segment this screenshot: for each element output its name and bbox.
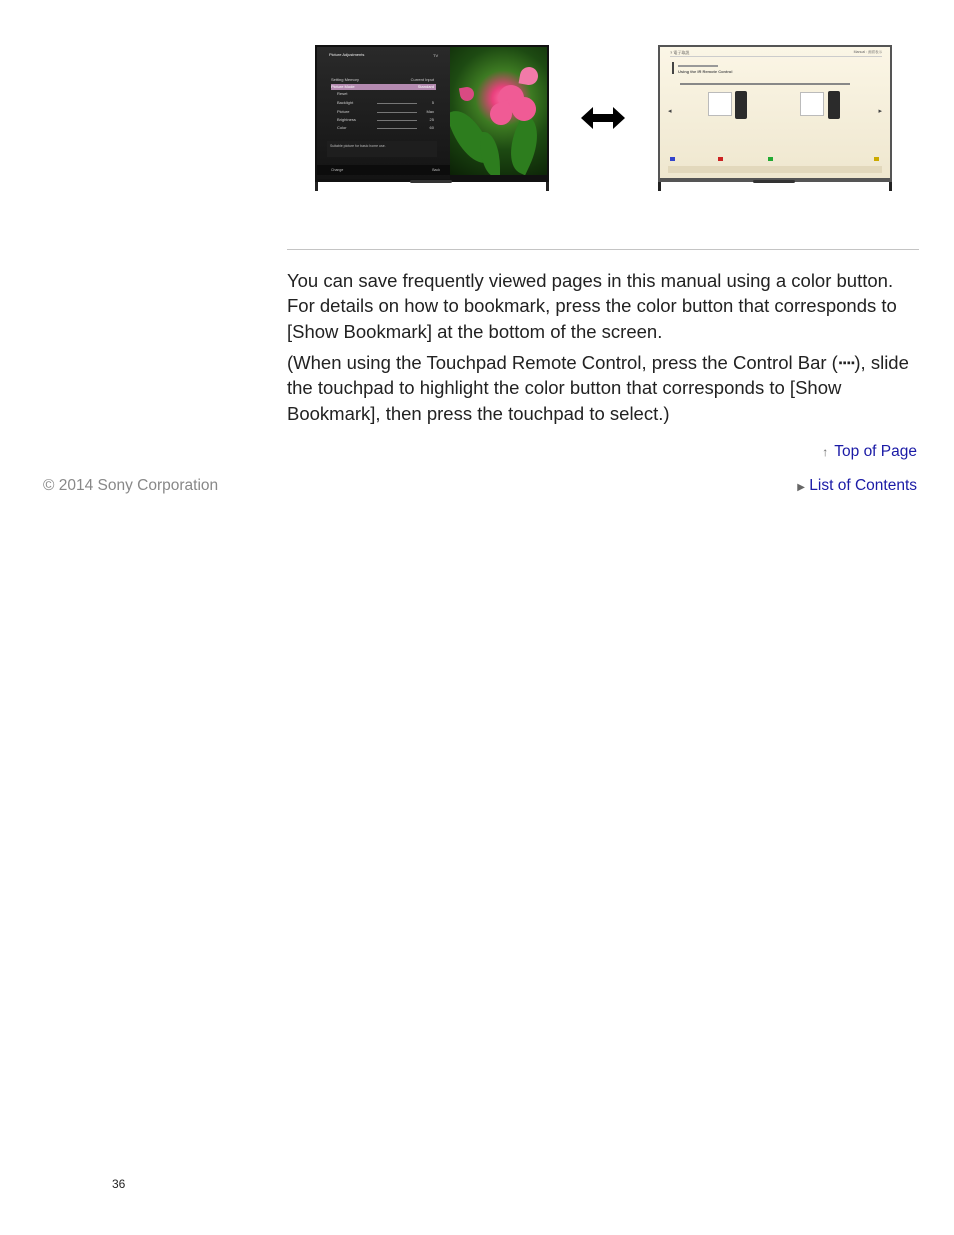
arrow-up-icon: ↑ bbox=[822, 445, 829, 459]
menu-row: Backlight 5 bbox=[337, 100, 434, 105]
flower-photo bbox=[450, 47, 547, 175]
menu-title: Picture Adjustments bbox=[329, 52, 365, 57]
control-bar-icon: ∙∙∙∙ bbox=[837, 352, 855, 373]
menu-row: Reset bbox=[337, 91, 348, 96]
double-arrow-icon bbox=[581, 104, 625, 132]
tv-help-manual-image bbox=[658, 45, 892, 191]
menu-footer: Change Back bbox=[317, 165, 450, 175]
menu-tv-label: TV bbox=[433, 53, 439, 58]
body-paragraph-touchpad: (When using the Touchpad Remote Control, press the Control Bar (∙∙∙∙), slide the touchpad to highlight the color button that corresponds to [Show Bookmark], then press the touchpad to select.) bbox=[287, 352, 909, 424]
help-screen: ? 電子取説 Manual : 画面表示 Using the IR Remote Control ◂ ▸ bbox=[660, 47, 890, 178]
menu-row: Brightness 25 bbox=[337, 117, 434, 122]
menu-hint: Suitable picture for basic home use. bbox=[327, 141, 437, 157]
menu-row: Picture Max bbox=[337, 109, 434, 114]
menu-row: Color 60 bbox=[337, 125, 434, 130]
top-of-page-link[interactable]: ↑ Top of Page bbox=[822, 443, 917, 460]
caret-right-icon: ▶ bbox=[797, 482, 805, 493]
tv-picture-adjustments-image bbox=[315, 45, 549, 191]
tv-menu-panel bbox=[317, 47, 450, 179]
divider bbox=[287, 249, 919, 250]
copyright-text: © 2014 Sony Corporation bbox=[43, 477, 219, 494]
menu-row: Setting Memory Current Input bbox=[331, 77, 434, 82]
menu-row: Picture Mode Standard bbox=[331, 84, 434, 89]
page-number: 36 bbox=[112, 1177, 126, 1191]
list-of-contents-link[interactable]: ▶ List of Contents bbox=[797, 477, 917, 494]
body-paragraph: You can save frequently viewed pages in this manual using a color button. For details on how to bookmark, press the color button that corresponds to [Show Bookmark] at the bottom of the screen. bbox=[287, 270, 897, 342]
